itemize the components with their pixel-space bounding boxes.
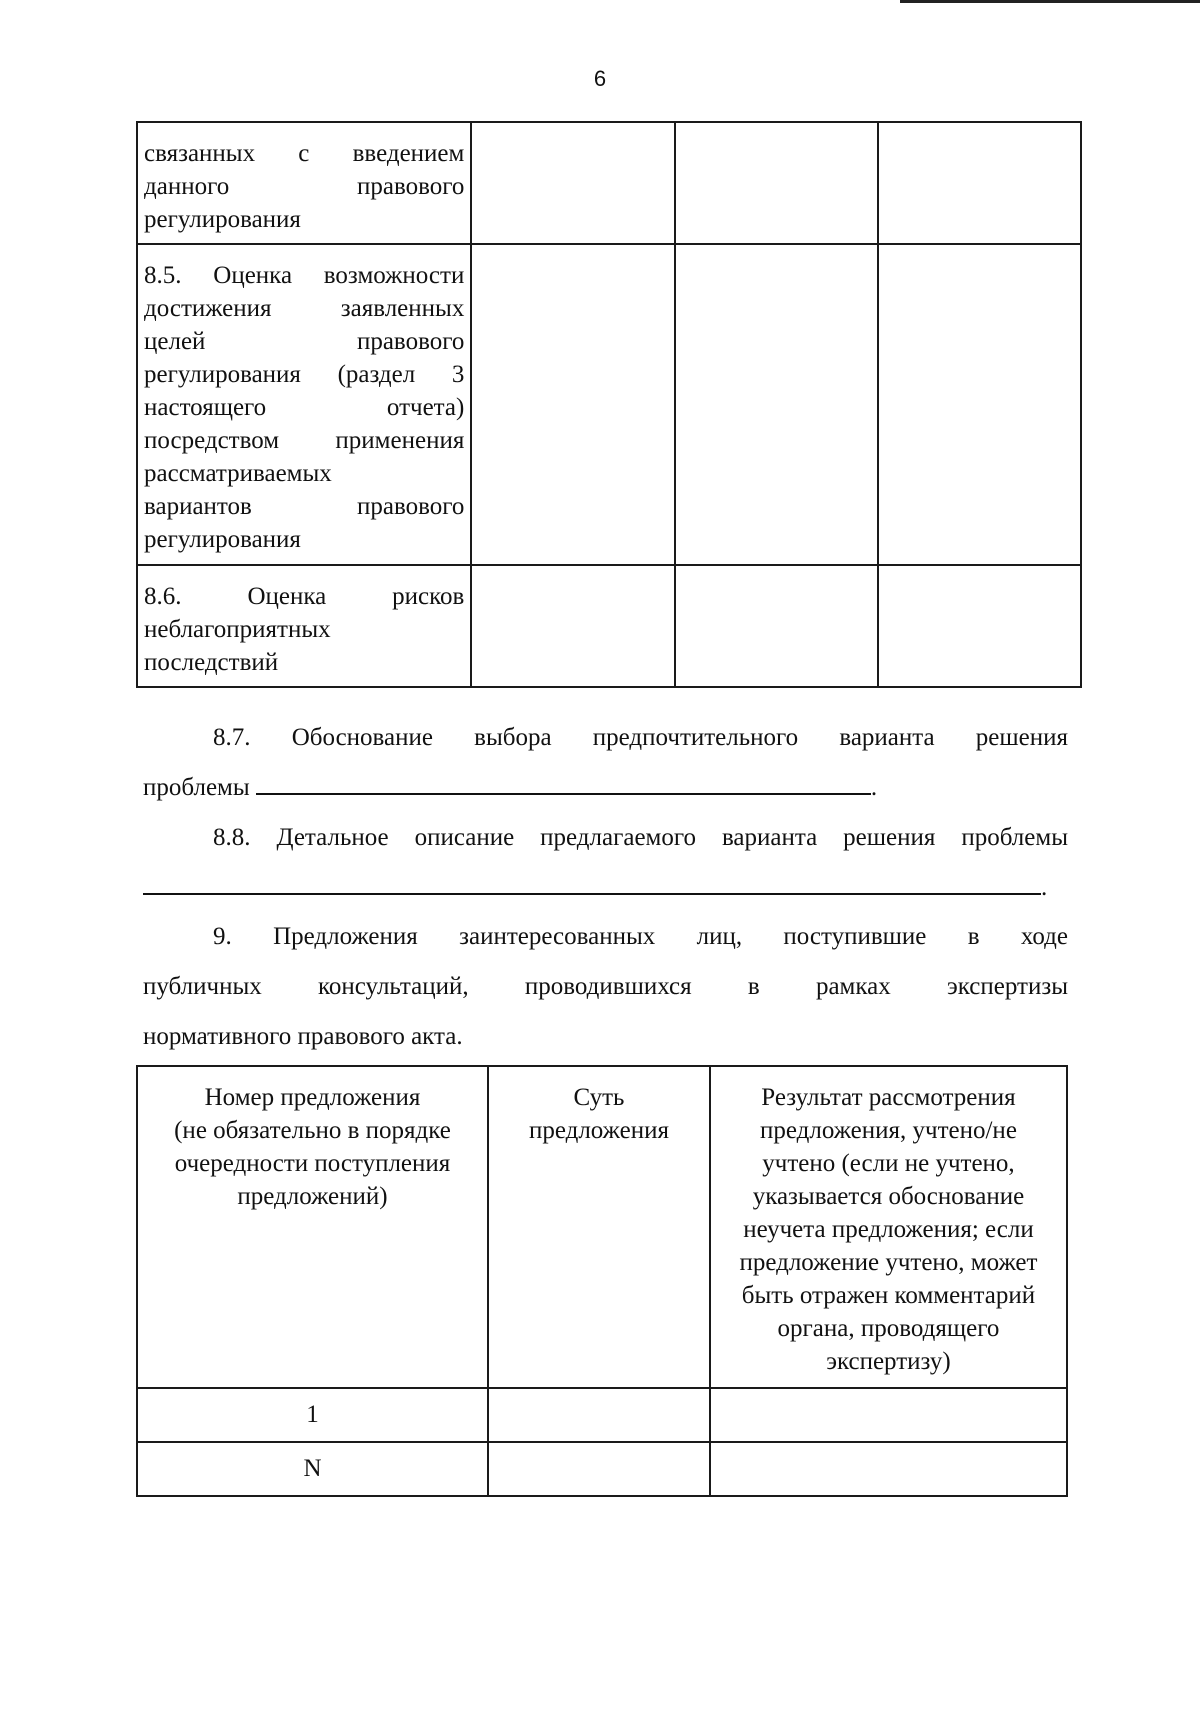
cell-line: последствий [144, 649, 279, 676]
blank-field-line [143, 893, 1041, 895]
header-cell-result [710, 1066, 1067, 1388]
cell-line: целей правового [144, 328, 465, 355]
header-line: быть отражен комментарий [741, 1282, 1036, 1309]
blank-field-line [256, 793, 871, 795]
header-line: (не обязательно в порядке [174, 1117, 451, 1144]
empty-cell [471, 122, 674, 244]
section-8-7-label: проблемы [143, 774, 250, 801]
header-line: указывается обоснование [752, 1183, 1025, 1210]
empty-cell [488, 1388, 710, 1442]
criterion-cell [137, 244, 471, 565]
proposal-number-cell: N [137, 1442, 488, 1496]
header-line: экспертизу) [826, 1348, 951, 1375]
empty-cell [675, 122, 878, 244]
cell-line: регулирования [144, 206, 301, 233]
cell-line: рассматриваемых [144, 460, 332, 487]
cell-line: неблагоприятных [144, 616, 331, 643]
header-line: предложений) [237, 1183, 388, 1210]
criterion-cell [137, 122, 471, 244]
cell-line: данного правового [144, 173, 465, 200]
cell-line: регулирования [144, 526, 301, 553]
header-line: очередности поступления [174, 1150, 451, 1177]
empty-cell [471, 565, 674, 687]
section-8-8 [143, 813, 1068, 913]
criteria-table [136, 121, 1082, 688]
section-9 [143, 912, 1068, 1062]
empty-cell [488, 1442, 710, 1496]
section-9-line-2: публичных консультаций, проводившихся в рамках экспертизы [143, 973, 1068, 1000]
page-number: 6 [593, 66, 607, 91]
empty-cell [675, 244, 878, 565]
header-line: органа, проводящего [777, 1315, 1000, 1342]
header-line: предложение учтено, может [739, 1249, 1038, 1276]
header-line: предложения, учтено/не [760, 1117, 1017, 1144]
table-row [137, 244, 1081, 565]
cell-line: посредством применения [144, 427, 465, 454]
criterion-cell [137, 565, 471, 687]
cell-line: 8.6. Оценка рисков [144, 583, 465, 610]
section-9-line-1: 9. Предложения заинтересованных лиц, поступившие в ходе [213, 923, 1068, 950]
header-line: предложения [528, 1117, 669, 1144]
table-header-row [137, 1066, 1067, 1388]
header-cell-number [137, 1066, 488, 1388]
header-line: неучета предложения; если [743, 1216, 1034, 1243]
cell-line: связанных с введением [144, 140, 465, 167]
header-line: Результат рассмотрения [761, 1084, 1016, 1111]
section-9-line-3: нормативного правового акта. [143, 1023, 463, 1050]
cell-line: 8.5. Оценка возможности [144, 262, 465, 289]
table-row [137, 122, 1081, 244]
header-line: Номер предложения [204, 1084, 421, 1111]
scan-edge-line [900, 0, 1200, 3]
empty-cell [878, 565, 1081, 687]
table-row [137, 565, 1081, 687]
section-8-8-line-2: . [143, 863, 1068, 913]
empty-cell [675, 565, 878, 687]
table-row [137, 1388, 1067, 1442]
header-line: Суть [573, 1084, 625, 1111]
cell-line: настоящего отчета) [144, 394, 465, 421]
empty-cell [710, 1442, 1067, 1496]
empty-cell [710, 1388, 1067, 1442]
cell-line: достижения заявленных [144, 295, 465, 322]
section-8-7-line-1: 8.7. Обоснование выбора предпочтительного варианта решения [213, 724, 1068, 751]
empty-cell [878, 244, 1081, 565]
section-8-8-line-1: 8.8. Детальное описание предлагаемого варианта решения проблемы [213, 824, 1068, 851]
empty-cell [471, 244, 674, 565]
cell-line: регулирования (раздел 3 [144, 361, 465, 388]
proposals-table [136, 1065, 1068, 1497]
proposal-number-cell: 1 [137, 1388, 488, 1442]
header-cell-essence [488, 1066, 710, 1388]
table-row [137, 1442, 1067, 1496]
section-8-7 [143, 713, 1068, 813]
section-8-7-line-2: проблемы . [143, 774, 878, 801]
cell-line: вариантов правового [144, 493, 465, 520]
empty-cell [878, 122, 1081, 244]
header-line: учтено (если не учтено, [762, 1150, 1015, 1177]
